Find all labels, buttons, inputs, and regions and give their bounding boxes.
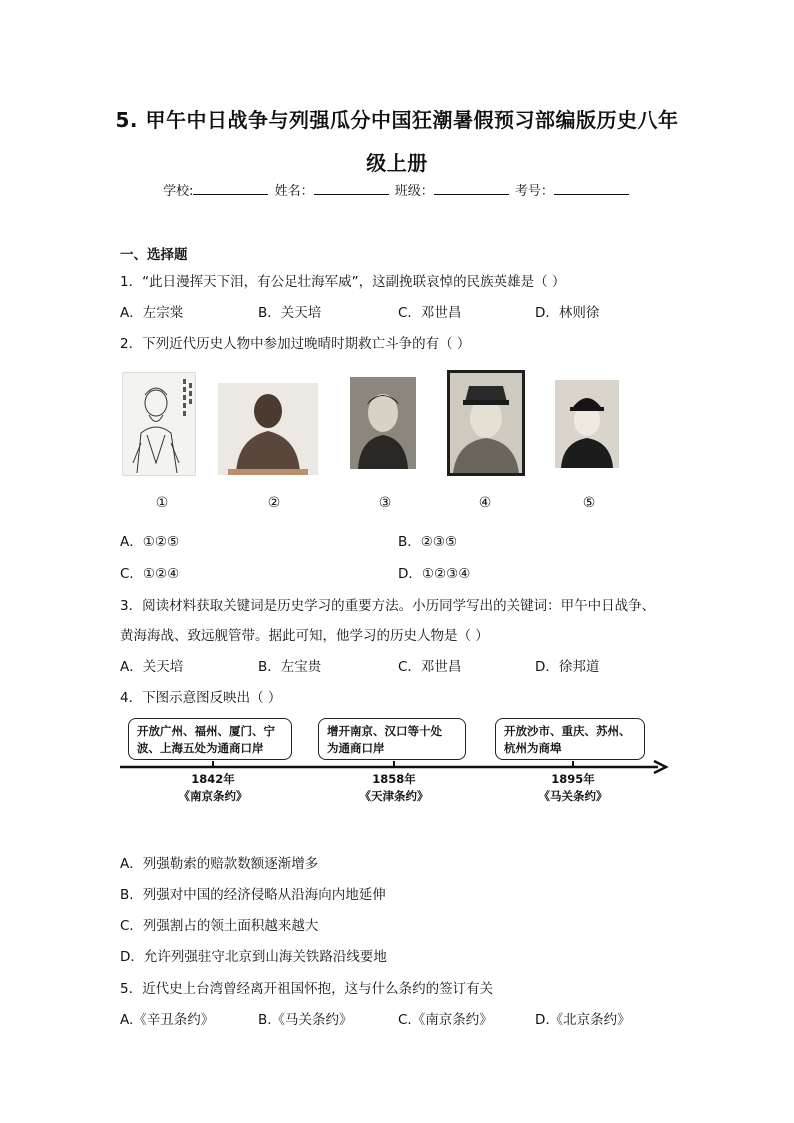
photo-label-2: ② — [267, 495, 281, 511]
q3-option-a[interactable]: A．关天培 — [120, 659, 184, 675]
timeline-box-1858-line1: 增开南京、汉口等十处 — [327, 724, 442, 738]
timeline-year-1842: 1842年 — [191, 772, 235, 786]
class-blank[interactable] — [434, 182, 509, 195]
q3-option-b[interactable]: B．左宝贵 — [258, 659, 322, 675]
timeline-treaty-tianjin: 《天津条约》 — [359, 789, 429, 803]
q2-option-c[interactable]: C．①②④ — [120, 566, 180, 582]
military-portrait-image — [447, 370, 525, 476]
name-blank[interactable] — [314, 182, 389, 195]
bronze-bust-image — [218, 383, 318, 475]
timeline-box-1842-line2: 波、上海五处为通商口岸 — [137, 741, 264, 755]
q1-option-d[interactable]: D．林则徐 — [535, 305, 600, 321]
q3-option-c[interactable]: C．邓世昌 — [398, 659, 462, 675]
q5-stem: 5．近代史上台湾曾经离开祖国怀抱，这与什么条约的签订有关 — [120, 981, 494, 997]
timeline-treaty-maguan: 《马关条约》 — [538, 789, 608, 803]
q4-option-c[interactable]: C．列强割占的领土面积越来越大 — [120, 918, 319, 934]
exam-no-blank[interactable] — [554, 182, 629, 195]
timeline-year-1895: 1895年 — [551, 772, 595, 786]
timeline-box-1895-line2: 杭州为商埠 — [504, 741, 562, 755]
photo-label-1: ① — [155, 495, 169, 511]
portrait-sketch-image — [122, 372, 196, 476]
timeline-year-1858: 1858年 — [372, 772, 416, 786]
school-label: 学校: — [163, 184, 194, 199]
q1-stem: 1．“此日漫挥天下泪，有公足壮海军威”，这副挽联哀悼的民族英雄是（ ） — [120, 274, 566, 290]
class-label: 班级： — [394, 184, 434, 199]
school-blank[interactable] — [193, 182, 268, 195]
q1-option-b[interactable]: B．关天培 — [258, 305, 322, 321]
name-label: 姓名： — [274, 184, 314, 199]
qing-official-portrait-image — [555, 380, 619, 468]
q1-option-a[interactable]: A．左宗棠 — [120, 305, 184, 321]
q2-option-d[interactable]: D．①②③④ — [398, 566, 471, 582]
photo-label-5: ⑤ — [582, 495, 596, 511]
q4-stem: 4．下图示意图反映出（ ） — [120, 690, 282, 706]
q4-option-d[interactable]: D．允许列强驻守北京到山海关铁路沿线要地 — [120, 949, 387, 965]
timeline-box-1895-line1: 开放沙市、重庆、苏州、 — [504, 724, 631, 738]
timeline-box-1858-line2: 为通商口岸 — [327, 741, 385, 755]
q4-option-a[interactable]: A．列强勒索的赔款数额逐渐增多 — [120, 856, 319, 872]
timeline-box-1895 — [495, 718, 645, 760]
q3-stem-line2: 黄海海战、致远舰管带。据此可知，他学习的历史人物是（ ） — [120, 628, 489, 644]
photo-label-4: ④ — [478, 495, 492, 511]
timeline-box-1842-line1: 开放广州、福州、厦门、宁 — [137, 724, 275, 738]
photo-label-3: ③ — [378, 495, 392, 511]
q5-option-d[interactable]: D.《北京条约》 — [535, 1012, 631, 1028]
page-title-continued: 级上册 — [366, 151, 428, 175]
q2-option-b[interactable]: B．②③⑤ — [398, 534, 458, 550]
q2-stem: 2．下列近代历史人物中参加过晚晴时期救亡斗争的有（ ） — [120, 336, 471, 352]
q5-option-a[interactable]: A.《辛丑条约》 — [120, 1012, 215, 1028]
timeline-treaty-nanjing: 《南京条约》 — [178, 789, 248, 803]
timeline-box-1842 — [128, 718, 292, 760]
q1-option-c[interactable]: C．邓世昌 — [398, 305, 462, 321]
young-man-portrait-image — [350, 377, 416, 469]
timeline-box-1858 — [318, 718, 466, 760]
q3-stem-line1: 3．阅读材料获取关键词是历史学习的重要方法。小历同学写出的关键词：甲午中日战争、 — [120, 598, 656, 614]
q3-option-d[interactable]: D．徐邦道 — [535, 659, 600, 675]
student-info-line — [0, 180, 794, 199]
q5-option-c[interactable]: C.《南京条约》 — [398, 1012, 493, 1028]
section-heading: 一、选择题 — [120, 247, 188, 263]
exam-no-label: 考号： — [514, 184, 554, 199]
q4-option-b[interactable]: B．列强对中国的经济侵略从沿海向内地延伸 — [120, 887, 386, 903]
q2-option-a[interactable]: A．①②⑤ — [120, 534, 180, 550]
page-title: 5. 甲午中日战争与列强瓜分中国狂潮暑假预习部编版历史八年 — [115, 108, 679, 132]
q5-option-b[interactable]: B.《马关条约》 — [258, 1012, 353, 1028]
